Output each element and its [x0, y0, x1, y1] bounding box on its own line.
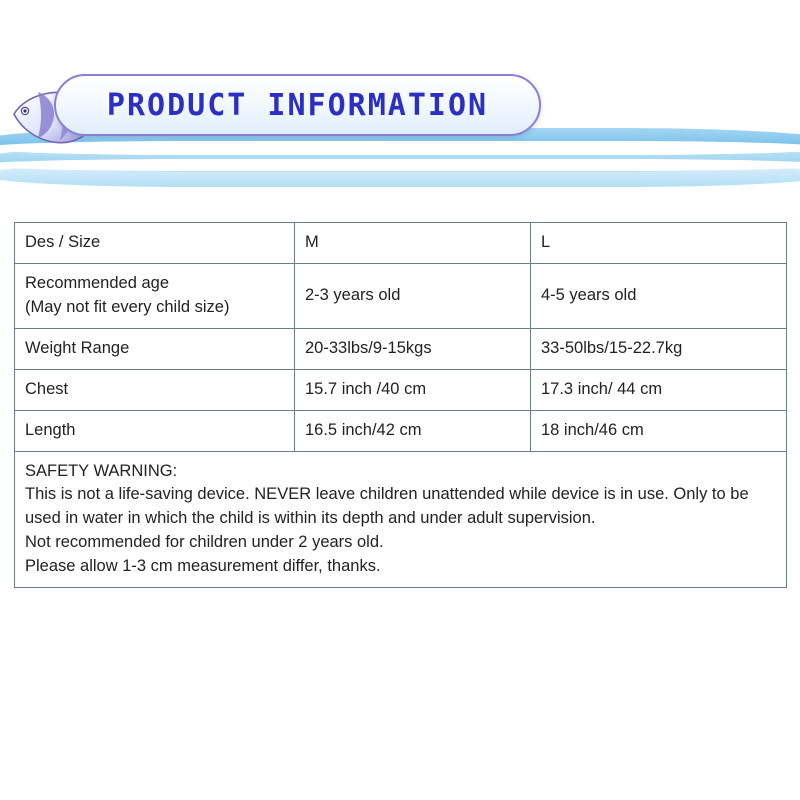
column-header-l: L — [531, 223, 787, 264]
safety-warning-cell — [15, 451, 787, 588]
cell-weight-range-m: 20-33lbs/9-15kgs — [295, 328, 531, 369]
spec-table-container — [14, 222, 786, 588]
page-title-pill — [54, 74, 541, 136]
cell-weight-range-l: 33-50lbs/15-22.7kg — [531, 328, 787, 369]
row-label-chest: Chest — [15, 369, 295, 410]
cell-length-m: 16.5 inch/42 cm — [295, 410, 531, 451]
column-header-m: M — [295, 223, 531, 264]
row-label-main: Recommended age — [25, 273, 170, 292]
header-banner — [0, 0, 800, 190]
row-label-weight-range: Weight Range — [15, 328, 295, 369]
row-label-length: Length — [15, 410, 295, 451]
spec-table — [14, 222, 787, 588]
table-row — [15, 369, 787, 410]
safety-warning-line-1: This is not a life-saving device. NEVER leave children unattended while device is in use. Only to be used in water in which the child is within its depth and under adult supervision. — [25, 485, 749, 528]
cell-recommended-age-m: 2-3 years old — [295, 263, 531, 328]
safety-warning-row — [15, 451, 787, 588]
safety-warning-line-2: Not recommended for children under 2 years old. — [25, 533, 384, 552]
cell-chest-l: 17.3 inch/ 44 cm — [531, 369, 787, 410]
safety-warning-line-3: Please allow 1-3 cm measurement differ, thanks. — [25, 557, 381, 576]
table-row — [15, 328, 787, 369]
page-title: PRODUCT INFORMATION — [106, 87, 489, 123]
wave-separator-lower — [0, 159, 800, 171]
table-row — [15, 410, 787, 451]
safety-warning-title: SAFETY WARNING: — [25, 461, 178, 480]
column-header-des-size: Des / Size — [15, 223, 295, 264]
row-label-sub: (May not fit every child size) — [25, 297, 230, 316]
table-header-row — [15, 223, 787, 264]
table-row — [15, 263, 787, 328]
cell-length-l: 18 inch/46 cm — [531, 410, 787, 451]
cell-chest-m: 15.7 inch /40 cm — [295, 369, 531, 410]
cell-recommended-age-l: 4-5 years old — [531, 263, 787, 328]
wave-separator-upper — [0, 141, 800, 155]
row-label-recommended-age — [15, 263, 295, 328]
